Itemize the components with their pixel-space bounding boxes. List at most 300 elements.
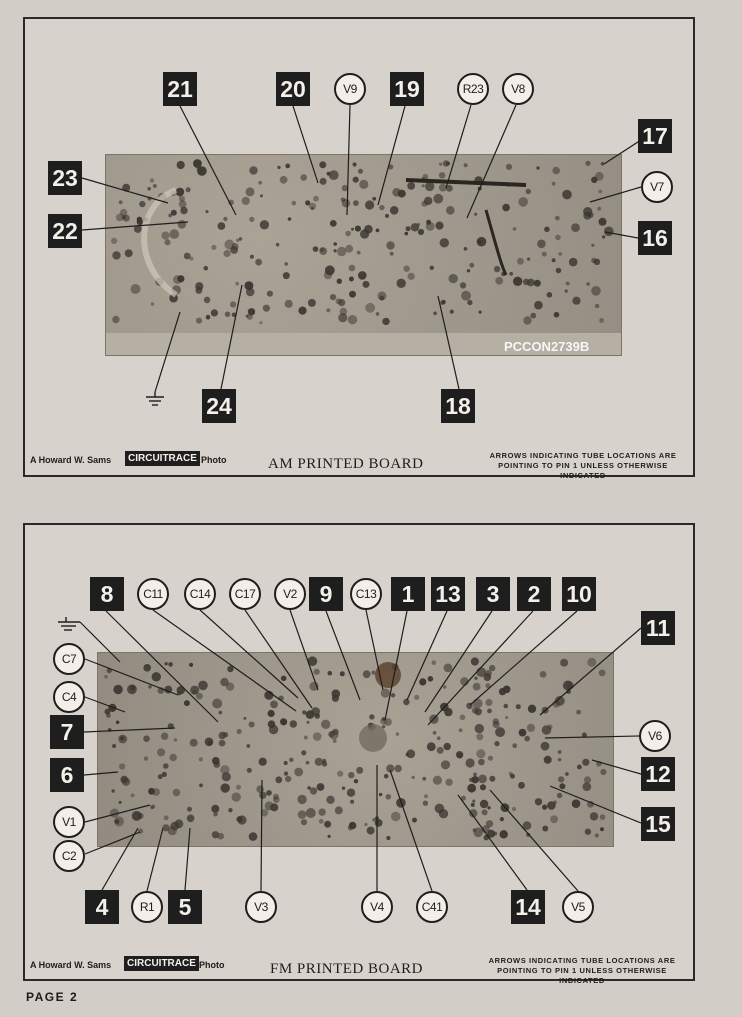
- solder-point: [112, 789, 115, 792]
- solder-point: [500, 830, 508, 838]
- solder-point: [205, 738, 214, 747]
- solder-point: [487, 709, 492, 714]
- solder-point: [591, 244, 594, 247]
- solder-point: [433, 312, 437, 316]
- solder-point: [131, 794, 135, 798]
- solder-point: [566, 689, 571, 694]
- solder-point: [433, 194, 443, 204]
- solder-point: [148, 197, 152, 201]
- solder-point: [372, 818, 376, 822]
- callout-v6: V6: [639, 720, 671, 752]
- solder-point: [148, 788, 155, 795]
- solder-point: [469, 809, 477, 817]
- solder-point: [319, 819, 324, 824]
- solder-point: [222, 772, 231, 781]
- solder-point: [258, 181, 262, 185]
- solder-point: [158, 687, 165, 694]
- solder-point: [328, 671, 333, 676]
- solder-point: [475, 724, 484, 733]
- solder-point: [227, 666, 233, 672]
- am-arrows-note: [476, 451, 690, 481]
- solder-point: [270, 803, 278, 811]
- solder-point: [355, 226, 361, 232]
- am-credit-brand-logo: CIRCUITRACE: [125, 451, 200, 466]
- solder-point: [219, 711, 223, 715]
- callout-24: 24: [202, 389, 236, 423]
- solder-point: [328, 835, 331, 838]
- solder-point: [542, 805, 547, 810]
- solder-point: [485, 670, 492, 677]
- solder-point: [456, 751, 463, 758]
- solder-point: [111, 238, 117, 244]
- solder-point: [365, 303, 375, 313]
- solder-point: [379, 793, 382, 796]
- solder-point: [386, 764, 394, 772]
- solder-point: [212, 831, 219, 838]
- solder-point: [369, 714, 374, 719]
- solder-point: [308, 299, 316, 307]
- solder-point: [552, 167, 560, 175]
- solder-point: [460, 282, 466, 288]
- solder-point: [474, 213, 477, 216]
- solder-point: [467, 784, 476, 793]
- solder-point: [198, 681, 208, 691]
- solder-point: [223, 217, 227, 221]
- solder-point: [478, 187, 482, 191]
- solder-point: [471, 657, 479, 665]
- solder-point: [460, 715, 466, 721]
- solder-point: [350, 800, 354, 804]
- solder-point: [386, 241, 394, 249]
- solder-point: [321, 720, 330, 729]
- solder-point: [161, 733, 168, 740]
- solder-point: [376, 229, 380, 233]
- solder-point: [566, 282, 570, 286]
- solder-point: [550, 815, 558, 823]
- solder-point: [326, 308, 330, 312]
- solder-point: [403, 266, 409, 272]
- solder-point: [406, 753, 410, 757]
- solder-point: [187, 807, 192, 812]
- solder-point: [563, 681, 573, 691]
- solder-point: [476, 733, 483, 740]
- solder-point: [479, 311, 482, 314]
- solder-point: [302, 710, 306, 714]
- solder-point: [284, 262, 288, 266]
- solder-point: [597, 207, 601, 211]
- solder-point: [591, 177, 597, 183]
- solder-point: [263, 305, 270, 312]
- solder-point: [464, 247, 468, 251]
- solder-point: [225, 312, 230, 317]
- solder-point: [469, 263, 474, 268]
- solder-point: [306, 761, 310, 765]
- solder-point: [552, 258, 556, 262]
- solder-point: [407, 182, 415, 190]
- solder-point: [476, 749, 485, 758]
- solder-point: [223, 732, 228, 737]
- solder-point: [587, 801, 594, 808]
- solder-point: [444, 743, 451, 750]
- solder-point: [555, 696, 565, 706]
- solder-point: [396, 732, 399, 735]
- solder-point: [165, 239, 171, 245]
- callout-v4: V4: [361, 891, 393, 923]
- solder-point: [552, 182, 556, 186]
- solder-point: [329, 730, 338, 739]
- solder-point: [162, 824, 169, 831]
- solder-point: [569, 258, 578, 267]
- solder-point: [460, 677, 469, 686]
- solder-point: [467, 269, 470, 272]
- solder-point: [527, 724, 535, 732]
- solder-point: [247, 744, 251, 748]
- solder-point: [246, 288, 255, 297]
- solder-point: [279, 696, 284, 701]
- solder-point: [424, 197, 432, 205]
- solder-point: [591, 286, 601, 296]
- solder-point: [519, 729, 527, 737]
- callout-20: 20: [276, 72, 310, 106]
- solder-point: [558, 776, 564, 782]
- solder-point: [184, 700, 190, 706]
- solder-point: [186, 187, 191, 192]
- solder-point: [542, 826, 548, 832]
- callout-c17: C17: [229, 578, 261, 610]
- solder-point: [298, 810, 307, 819]
- solder-point: [444, 664, 453, 673]
- solder-point: [237, 729, 242, 734]
- solder-point: [199, 757, 203, 761]
- solder-point: [221, 783, 230, 792]
- solder-point: [385, 214, 389, 218]
- fm-board-solder-points: [98, 653, 613, 846]
- solder-point: [249, 832, 258, 841]
- solder-point: [555, 216, 560, 221]
- solder-point: [600, 814, 606, 820]
- solder-point: [214, 761, 221, 768]
- solder-point: [190, 257, 194, 261]
- solder-point: [484, 835, 490, 841]
- callout-c7: C7: [53, 643, 85, 675]
- solder-point: [178, 220, 187, 229]
- solder-point: [509, 772, 513, 776]
- solder-point: [485, 699, 492, 706]
- solder-point: [555, 235, 561, 241]
- solder-point: [157, 748, 165, 756]
- solder-point: [548, 724, 553, 729]
- solder-point: [562, 190, 572, 200]
- solder-point: [164, 815, 169, 820]
- solder-point: [473, 828, 483, 838]
- solder-point: [577, 765, 582, 770]
- callout-c2: C2: [53, 840, 85, 872]
- solder-point: [319, 161, 326, 168]
- solder-point: [313, 732, 322, 741]
- solder-point: [390, 252, 394, 256]
- solder-point: [184, 253, 191, 260]
- solder-point: [247, 314, 253, 320]
- solder-point: [480, 784, 486, 790]
- solder-point: [314, 713, 320, 719]
- solder-point: [232, 792, 241, 801]
- solder-point: [277, 166, 280, 169]
- solder-point: [572, 297, 580, 305]
- solder-point: [260, 194, 263, 197]
- solder-point: [112, 316, 119, 323]
- solder-point: [558, 252, 562, 256]
- solder-point: [131, 284, 141, 294]
- solder-point: [266, 790, 272, 796]
- solder-point: [537, 240, 546, 249]
- solder-point: [544, 756, 552, 764]
- solder-point: [474, 677, 477, 680]
- fm-credit-suffix: Photo: [199, 960, 225, 970]
- solder-point: [367, 827, 375, 835]
- solder-point: [104, 675, 108, 679]
- solder-point: [502, 204, 510, 212]
- solder-point: [450, 310, 454, 314]
- am-credit-prefix: A Howard W. Sams: [30, 455, 112, 465]
- solder-point: [150, 178, 154, 182]
- solder-point: [349, 277, 354, 282]
- solder-point: [212, 699, 222, 709]
- solder-point: [259, 792, 266, 799]
- solder-point: [526, 189, 531, 194]
- solder-point: [301, 819, 307, 825]
- solder-point: [170, 754, 177, 761]
- solder-point: [349, 291, 356, 298]
- solder-point: [560, 659, 568, 667]
- solder-point: [342, 185, 348, 191]
- am-note-line1: ARROWS INDICATING TUBE LOCATIONS ARE: [489, 451, 677, 460]
- solder-point: [557, 793, 562, 798]
- solder-point: [408, 273, 415, 280]
- callout-v3: V3: [245, 891, 277, 923]
- solder-point: [345, 245, 353, 253]
- solder-point: [467, 300, 472, 305]
- solder-point: [317, 783, 325, 791]
- solder-point: [516, 704, 521, 709]
- solder-point: [320, 178, 327, 185]
- solder-point: [534, 301, 543, 310]
- solder-point: [443, 685, 447, 689]
- solder-point: [226, 682, 234, 690]
- callout-9: 9: [309, 577, 343, 611]
- solder-point: [107, 668, 112, 673]
- solder-point: [482, 809, 488, 815]
- solder-point: [224, 250, 231, 257]
- solder-point: [163, 763, 169, 769]
- callout-5: 5: [168, 890, 202, 924]
- solder-point: [320, 247, 325, 252]
- solder-point: [535, 798, 542, 805]
- solder-point: [275, 776, 282, 783]
- solder-point: [342, 787, 345, 790]
- solder-point: [439, 184, 447, 192]
- solder-point: [195, 282, 203, 290]
- solder-point: [139, 201, 145, 207]
- solder-point: [461, 291, 471, 301]
- solder-point: [505, 716, 508, 719]
- solder-point: [349, 822, 357, 830]
- solder-point: [235, 282, 239, 286]
- solder-point: [315, 758, 323, 766]
- solder-point: [174, 738, 177, 741]
- solder-point: [587, 658, 596, 667]
- solder-point: [144, 756, 148, 760]
- solder-point: [422, 184, 425, 187]
- solder-point: [424, 794, 428, 798]
- solder-point: [143, 735, 150, 742]
- solder-point: [430, 266, 434, 270]
- solder-point: [473, 699, 483, 709]
- solder-point: [177, 686, 185, 694]
- callout-v8: V8: [502, 73, 534, 105]
- solder-point: [446, 206, 455, 215]
- solder-point: [528, 705, 536, 713]
- solder-point: [365, 200, 374, 209]
- solder-point: [417, 223, 421, 227]
- solder-point: [376, 312, 380, 316]
- solder-point: [428, 676, 434, 682]
- solder-point: [439, 172, 445, 178]
- solder-point: [544, 227, 550, 233]
- solder-point: [473, 683, 481, 691]
- solder-point: [353, 162, 357, 166]
- solder-point: [489, 776, 495, 782]
- solder-point: [440, 301, 445, 306]
- solder-point: [594, 259, 600, 265]
- solder-point: [439, 809, 448, 818]
- solder-point: [596, 761, 602, 767]
- solder-point: [480, 800, 488, 808]
- solder-point: [330, 294, 336, 300]
- solder-point: [119, 801, 122, 804]
- callout-c4: C4: [53, 681, 85, 713]
- solder-point: [138, 829, 143, 834]
- am-note-line2: POINTING TO PIN 1 UNLESS OTHERWISE INDICATED: [498, 461, 668, 480]
- solder-point: [283, 272, 290, 279]
- solder-point: [432, 660, 437, 665]
- solder-point: [412, 818, 417, 823]
- solder-point: [523, 821, 532, 830]
- solder-point: [273, 794, 279, 800]
- solder-point: [150, 805, 154, 809]
- solder-point: [304, 736, 308, 740]
- solder-point: [504, 704, 509, 709]
- callout-c14: C14: [184, 578, 216, 610]
- solder-point: [290, 720, 297, 727]
- solder-point: [472, 707, 478, 713]
- solder-point: [329, 170, 339, 180]
- solder-point: [472, 800, 475, 803]
- solder-point: [176, 188, 185, 197]
- solder-point: [158, 774, 163, 779]
- solder-point: [558, 750, 562, 754]
- solder-point: [391, 812, 401, 822]
- solder-point: [306, 808, 316, 818]
- solder-point: [599, 218, 607, 226]
- solder-point: [337, 247, 346, 256]
- solder-point: [337, 279, 342, 284]
- solder-point: [526, 833, 530, 837]
- solder-point: [206, 315, 211, 320]
- solder-point: [439, 163, 442, 166]
- solder-point: [536, 166, 539, 169]
- solder-point: [414, 695, 419, 700]
- solder-point: [255, 259, 262, 266]
- solder-point: [211, 309, 218, 316]
- solder-point: [349, 265, 356, 272]
- solder-point: [384, 718, 392, 726]
- solder-point: [280, 718, 287, 725]
- solder-point: [495, 727, 505, 737]
- solder-point: [327, 172, 331, 176]
- solder-point: [512, 807, 516, 811]
- callout-1: 1: [391, 577, 425, 611]
- solder-point: [572, 799, 581, 808]
- solder-point: [250, 255, 254, 259]
- solder-point: [422, 777, 426, 781]
- solder-point: [143, 664, 151, 672]
- solder-point: [471, 803, 475, 807]
- solder-point: [527, 258, 530, 261]
- solder-point: [582, 733, 587, 738]
- solder-point: [356, 767, 363, 774]
- solder-point: [161, 232, 169, 240]
- solder-point: [554, 312, 560, 318]
- fm-panel-title: FM PRINTED BOARD: [270, 961, 424, 977]
- callout-v7: V7: [641, 171, 673, 203]
- callout-v1: V1: [53, 806, 85, 838]
- solder-point: [285, 776, 291, 782]
- solder-point: [576, 710, 581, 715]
- solder-point: [487, 806, 490, 809]
- solder-point: [501, 803, 510, 812]
- solder-point: [499, 688, 506, 695]
- solder-point: [326, 796, 334, 804]
- solder-point: [324, 271, 332, 279]
- solder-point: [602, 235, 605, 238]
- solder-point: [132, 811, 142, 821]
- solder-point: [489, 665, 495, 671]
- callout-v5: V5: [562, 891, 594, 923]
- callout-14: 14: [511, 890, 545, 924]
- solder-point: [309, 203, 316, 210]
- solder-point: [247, 768, 252, 773]
- solder-point: [495, 277, 503, 285]
- solder-point: [359, 180, 368, 189]
- solder-point: [358, 271, 367, 280]
- fm-arrows-note: [473, 956, 691, 986]
- solder-point: [363, 281, 370, 288]
- solder-point: [259, 321, 262, 324]
- solder-point: [600, 769, 606, 775]
- solder-point: [541, 742, 550, 751]
- solder-point: [270, 701, 278, 709]
- solder-point: [553, 801, 557, 805]
- solder-point: [108, 728, 112, 732]
- solder-point: [364, 823, 367, 826]
- solder-point: [289, 758, 293, 762]
- fm-note-line1: ARROWS INDICATING TUBE LOCATIONS ARE: [488, 956, 676, 965]
- page-number: PAGE 2: [26, 990, 79, 1004]
- solder-point: [313, 196, 319, 202]
- solder-point: [276, 243, 280, 247]
- solder-point: [493, 718, 499, 724]
- solder-point: [280, 176, 288, 184]
